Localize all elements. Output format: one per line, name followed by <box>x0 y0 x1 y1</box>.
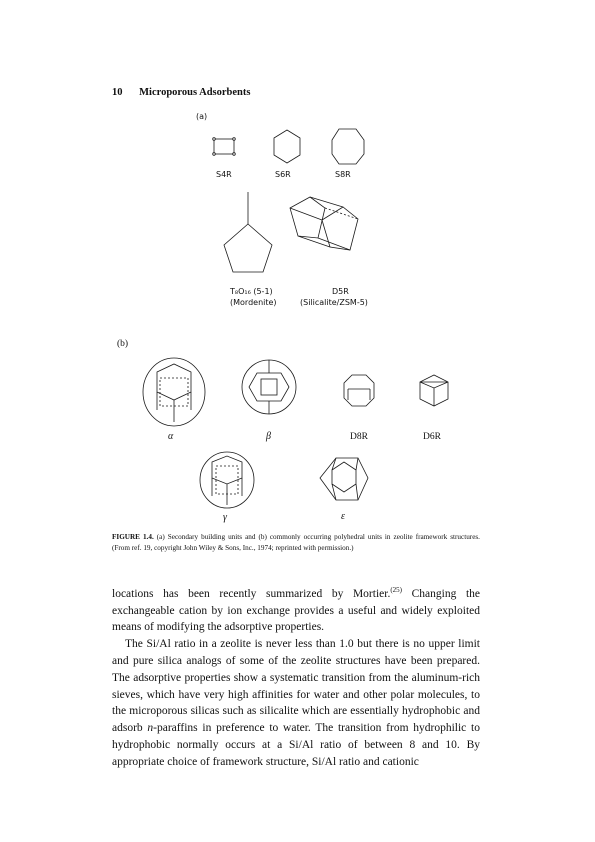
d5r-unit <box>290 197 358 250</box>
page-number: 10 <box>112 87 123 98</box>
paragraph-1 <box>112 582 480 636</box>
d6r-cage <box>420 375 448 406</box>
n-italic: n <box>147 722 154 735</box>
s6r-ring <box>274 130 300 163</box>
figure-caption <box>112 532 480 554</box>
d8r-label: D8R <box>350 432 368 442</box>
epsilon-cage <box>320 458 368 500</box>
gamma-label: γ <box>223 512 227 523</box>
body-text <box>112 582 480 771</box>
beta-label: β <box>266 431 271 442</box>
silicalite-label: (Silicalite/ZSM-5) <box>300 298 368 307</box>
s4r-label: S4R <box>216 170 232 179</box>
s6r-label: S6R <box>275 170 291 179</box>
alpha-label: α <box>168 431 174 442</box>
citation-25: (25) <box>390 586 402 594</box>
paragraph-1-text-a: locations has been recently summarized by Mortier. <box>112 587 391 600</box>
caption-label: FIGURE 1.4. <box>112 533 154 541</box>
s4r-ring <box>213 138 236 156</box>
panel-b-label: (b) <box>117 339 129 349</box>
t8o16-label: T₈O₁₆ (5-1) <box>230 287 273 296</box>
epsilon-label: ε <box>341 511 345 522</box>
s8r-label: S8R <box>335 170 351 179</box>
beta-cage <box>242 360 296 414</box>
d5r-label: D5R <box>332 287 349 296</box>
s8r-ring <box>332 129 364 164</box>
paragraph-2 <box>112 636 480 770</box>
gamma-cage <box>200 452 254 508</box>
alpha-cage <box>143 358 205 426</box>
d6r-label: D6R <box>423 432 441 442</box>
mordenite-label: (Mordenite) <box>230 298 277 307</box>
caption-text: (a) Secondary building units and (b) commonly occurring polyhedral units in zeolite framework structures. (From ref. 19, copyright John Wiley & Sons, Inc., 1974; reprinted with permission.) <box>112 533 480 552</box>
running-title: Microporous Adsorbents <box>139 87 251 98</box>
paragraph-2-text-b: -paraffins in preference to water. The transition from hydrophilic to hydrophobic normally occurs at a Si/Al ratio of between 8 and 10. By appropriate choice of framework structure, Si/Al ratio and cationic <box>112 722 480 768</box>
paragraph-1-text-b: Changing the exchangeable cation by ion exchange provides a useful and widely exploited means of modifying the adsorptive properties. <box>112 587 480 634</box>
panel-a-label: (a) <box>196 112 208 121</box>
paragraph-2-text-a: The Si/Al ratio in a zeolite is never less than 1.0 but there is no upper limit and pure silica analogs of some of the zeolite structures have been prepared. The adsorptive properties show a systematic transition from the aluminum-rich sieves, which have very high affinities for water and other polar molecules, to the microporous silicas such as silicalite which are essentially hydrophobic and adsorb <box>112 638 480 735</box>
t8o16-unit <box>224 192 272 272</box>
d8r-cage <box>344 375 374 406</box>
